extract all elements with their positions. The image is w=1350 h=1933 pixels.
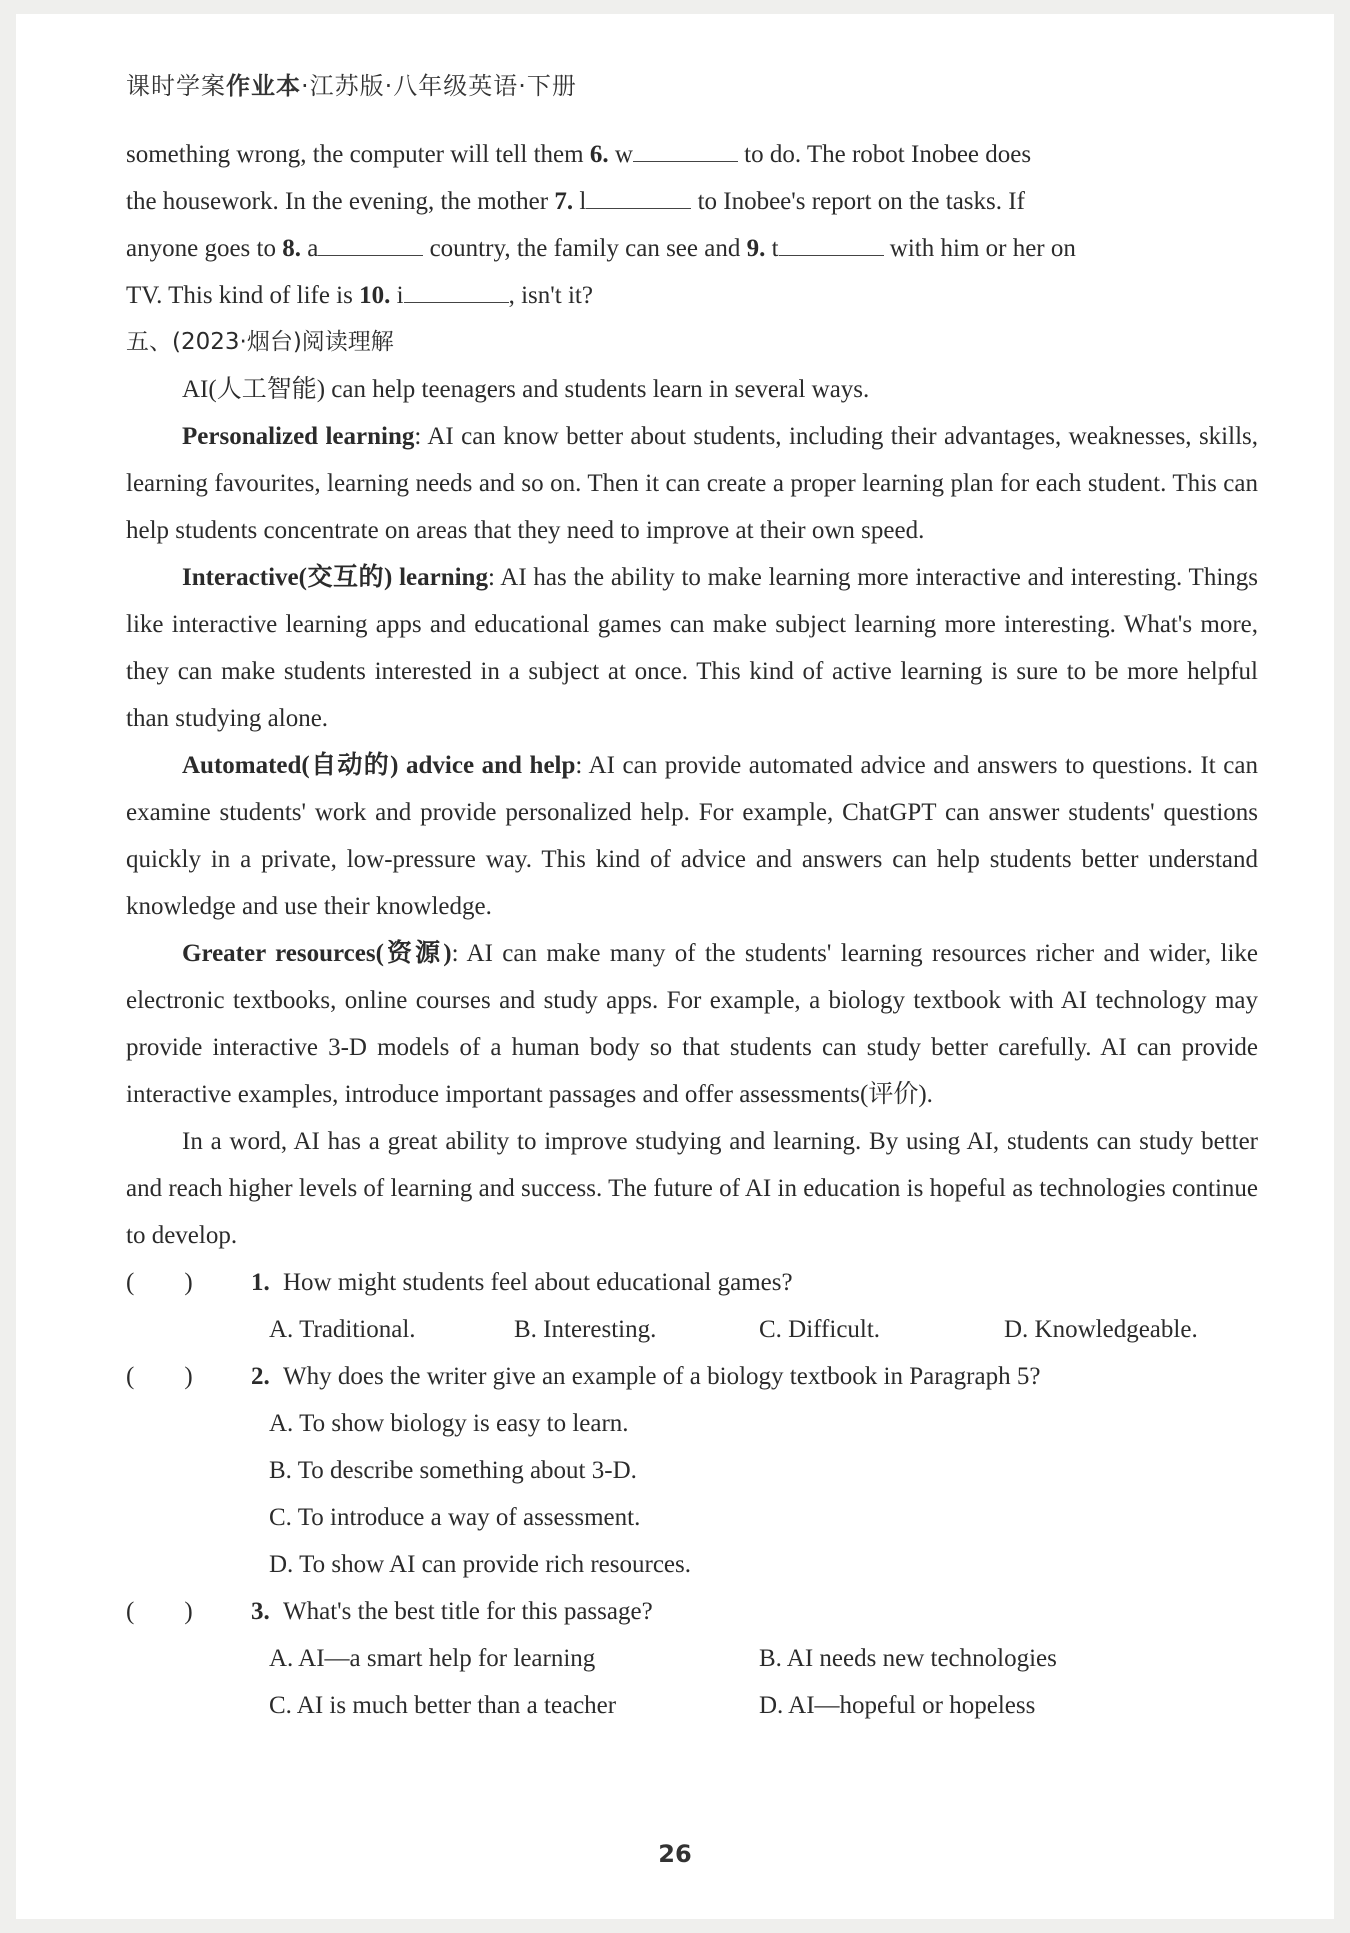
paragraph-heading: Automated(自动的) advice and help [182,752,576,779]
passage-paragraph-conclusion: In a word, AI has a great ability to improve studying and learning. By using AI, students can study better and reach higher levels of learning and success. The future of AI in education is hopeful as technologies continue to develop. [126,1128,1258,1249]
option-c: C. Difficult. [759,1316,881,1343]
page-number: 26 [658,1840,692,1868]
header-series: 课时学案 [126,72,226,100]
option-c: C. AI is much better than a teacher [269,1692,617,1719]
cloze-line-3 [126,225,1258,272]
question-text: What's the best title for this passage? [283,1598,653,1625]
cloze-text: anyone goes to [126,235,283,262]
question-1 [126,1259,1258,1306]
blank-8[interactable] [318,233,423,256]
option-c: C. To introduce a way of assessment. [269,1504,641,1531]
question-text: Why does the writer give an example of a biology textbook in Paragraph 5? [283,1363,1041,1390]
passage-intro: AI(人工智能) can help teenagers and students learn in several ways. [182,376,870,403]
workbook-page [16,14,1334,1919]
passage-paragraph-interactive [126,554,1258,742]
question-text: How might students feel about educational games? [283,1269,793,1296]
blank-7[interactable] [586,186,691,209]
header-edition: ·江苏版·八年级英语·下册 [301,72,577,100]
option-b: B. AI needs new technologies [759,1645,1057,1672]
paragraph-body: : AI can provide automated advice and answers to questions. It can examine students' work and provide personalized help. For example, ChatGPT can answer students' questions quickly in a private, low-pressure way. This kind of advice and answers can help students better understand knowledge and use their knowledge. [126,752,1258,920]
option-d: D. AI—hopeful or hopeless [759,1692,1036,1719]
option-d: D. Knowledgeable. [1004,1316,1198,1343]
cloze-line-4 [126,272,1258,319]
question-number: 1. [251,1269,270,1296]
cloze-text: something wrong, the computer will tell them [126,141,590,168]
option-b: B. Interesting. [514,1316,657,1343]
blank-number-10: 10. [359,282,391,309]
header-book-type: 作业本 [226,72,301,100]
paragraph-heading: Greater resources(资源) [182,940,452,967]
option-a: A. Traditional. [269,1316,416,1343]
blank-9[interactable] [779,233,884,256]
option-a: A. AI—a smart help for learning [269,1645,596,1672]
passage-paragraph-personalized [126,413,1258,554]
passage-paragraph-resources [126,930,1258,1118]
page-content [126,131,1258,1729]
blank-number-7: 7. [554,188,574,215]
paragraph-body: : AI can know better about students, including their advantages, weaknesses, skills, learning favourites, learning needs and so on. Then it can create a proper learning plan for each student. This can help students concentrate on areas that they need to improve at their own speed. [126,423,1258,544]
cloze-line-2 [126,178,1258,225]
cloze-text: to do. The robot Inobee does [737,141,1032,168]
option-b: B. To describe something about 3-D. [269,1457,637,1484]
blank-initial-7: l [573,188,587,215]
question-1-options [126,1306,1258,1353]
question-number: 3. [251,1598,270,1625]
blank-number-6: 6. [589,141,609,168]
blank-initial-9: t [765,235,779,262]
cloze-text: TV. This kind of life is [126,282,360,309]
question-2 [126,1353,1258,1400]
blank-initial-10: i [390,282,404,309]
cloze-line-1 [126,131,1258,178]
paragraph-heading: Interactive(交互的) learning [182,564,488,591]
question-3 [126,1588,1258,1635]
running-header [126,66,577,101]
option-d: D. To show AI can provide rich resources. [269,1551,691,1578]
blank-number-9: 9. [746,235,766,262]
passage-paragraph-automated [126,742,1258,930]
section-title: 五、(2023·烟台)阅读理解 [126,329,394,355]
option-a: A. To show biology is easy to learn. [269,1410,629,1437]
answer-bracket[interactable]: ( ) [126,1598,193,1625]
blank-number-8: 8. [282,235,301,262]
answer-bracket[interactable]: ( ) [126,1269,193,1296]
question-number: 2. [251,1363,270,1390]
paragraph-heading: Personalized learning [182,423,415,450]
answer-bracket[interactable]: ( ) [126,1363,193,1390]
question-3-options-row-2 [126,1682,1258,1729]
blank-initial-8: a [300,235,319,262]
paragraph-body: : AI can make many of the students' learning resources richer and wider, like electronic textbooks, online courses and study apps. For example, a biology textbook with AI technology may provide interactive 3-D models of a human body so that students can study better carefully. AI can provide interactive examples, introduce important passages and offer assessments(评价). [126,940,1258,1108]
blank-6[interactable] [633,139,738,162]
cloze-text: to Inobee's report on the tasks. If [691,188,1025,215]
paragraph-body: : AI has the ability to make learning more interactive and interesting. Things like interactive learning apps and educational games can make subject learning more interesting. What's more, they can make students interested in a subject at once. This kind of active learning is sure to be more helpful than studying alone. [126,564,1259,732]
blank-initial-6: w [608,141,633,168]
cloze-text: the housework. In the evening, the mother [126,188,555,215]
cloze-text: with him or her on [883,235,1076,262]
blank-10[interactable] [404,280,509,303]
question-3-options-row-1 [126,1635,1258,1682]
cloze-text: , isn't it? [508,282,593,309]
cloze-text: country, the family can see and [423,235,747,262]
